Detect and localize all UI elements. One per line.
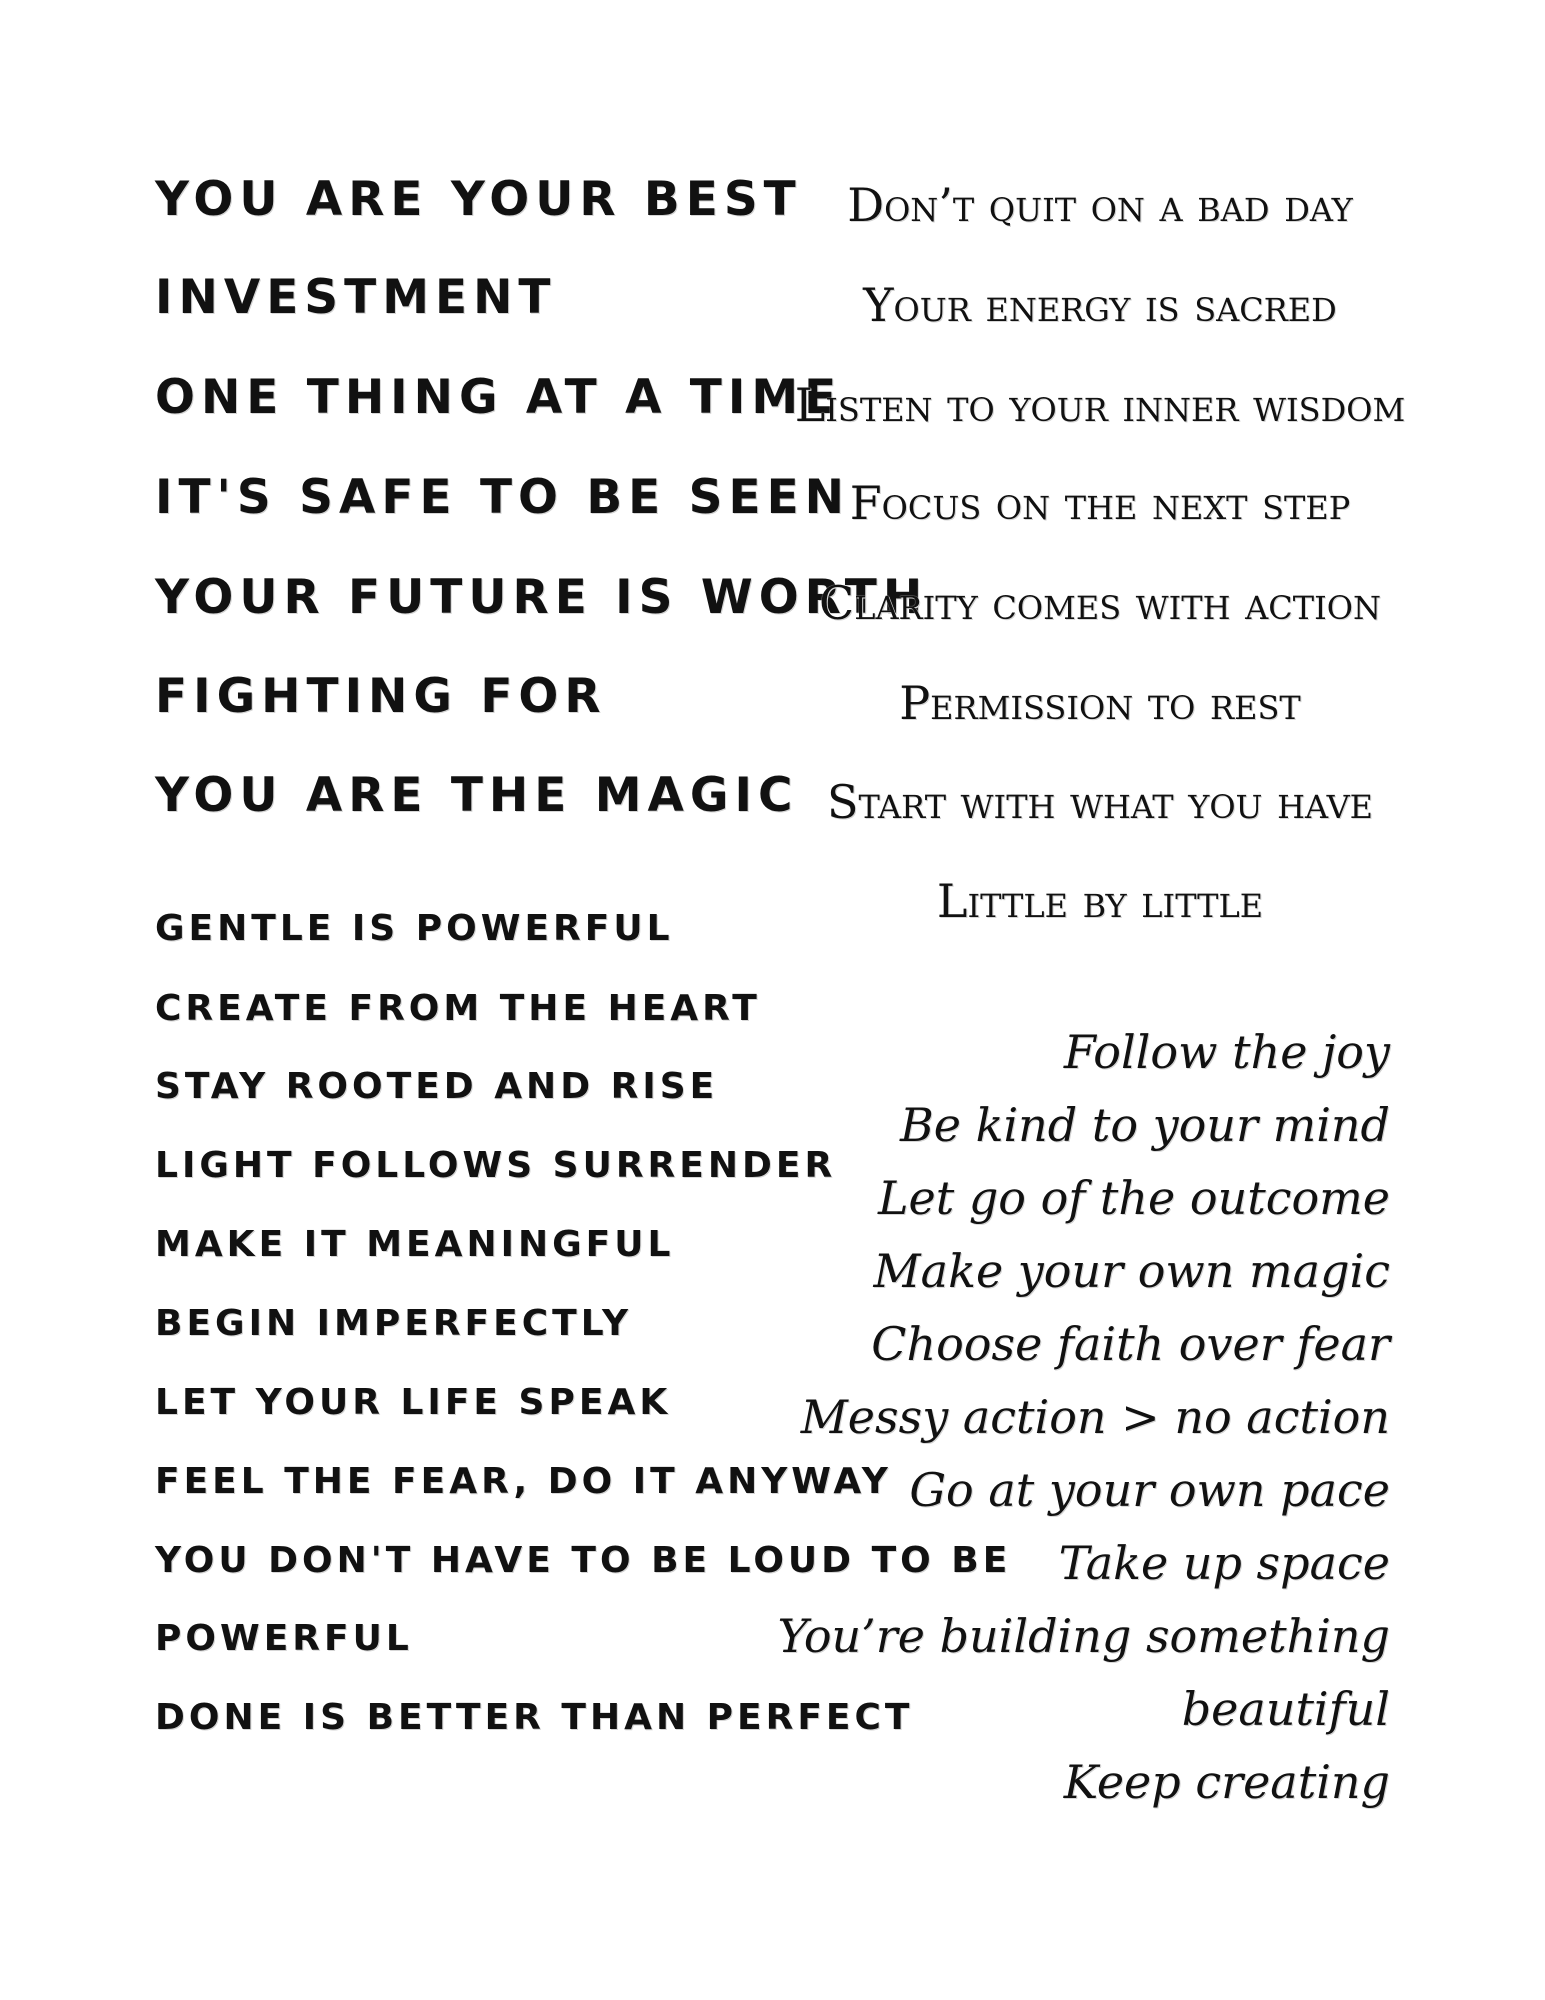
right-script-quote: Choose faith over fear: [871, 1317, 1390, 1371]
right-serif-quote: Permission to rest: [899, 676, 1301, 730]
right-script-quote: Be kind to your mind: [899, 1098, 1390, 1152]
right-script-quote: Messy action > no action: [800, 1390, 1390, 1444]
left-large-quote: INVESTMENT: [155, 270, 557, 325]
right-script-quote: beautiful: [1181, 1682, 1390, 1736]
left-small-quote: BEGIN IMPERFECTLY: [155, 1303, 633, 1344]
right-serif-quote: Little by little: [936, 874, 1264, 928]
right-script-quote: You’re building something: [777, 1609, 1390, 1663]
left-small-quote: FEEL THE FEAR, DO IT ANYWAY: [155, 1461, 892, 1502]
right-script-quote: Make your own magic: [873, 1244, 1390, 1298]
right-serif-quote: Focus on the next step: [849, 476, 1351, 530]
right-script-quote: Keep creating: [1063, 1755, 1390, 1809]
right-serif-quote: Listen to your inner wisdom: [794, 378, 1406, 432]
left-large-quote: ONE THING AT A TIME: [155, 370, 843, 425]
left-small-quote: MAKE IT MEANINGFUL: [155, 1224, 675, 1265]
left-large-quote: YOU ARE YOUR BEST: [155, 172, 802, 227]
left-large-quote: IT'S SAFE TO BE SEEN: [155, 470, 851, 525]
left-large-quote: YOU ARE THE MAGIC: [155, 768, 799, 823]
right-serif-quote: Don’t quit on a bad day: [847, 178, 1353, 232]
right-serif-quote: Start with what you have: [826, 775, 1374, 829]
left-small-quote: GENTLE IS POWERFUL: [155, 908, 674, 949]
right-script-quote: Follow the joy: [1063, 1025, 1390, 1079]
left-small-quote: CREATE FROM THE HEART: [155, 988, 761, 1029]
right-script-quote: Let go of the outcome: [877, 1171, 1390, 1225]
left-small-quote: LET YOUR LIFE SPEAK: [155, 1382, 672, 1423]
left-large-quote: FIGHTING FOR: [155, 669, 607, 724]
left-small-quote: DONE IS BETTER THAN PERFECT: [155, 1697, 914, 1738]
right-script-quote: Take up space: [1058, 1536, 1390, 1590]
left-small-quote: YOU DON'T HAVE TO BE LOUD TO BE: [155, 1540, 1012, 1581]
right-script-quote: Go at your own pace: [909, 1463, 1390, 1517]
left-small-quote: LIGHT FOLLOWS SURRENDER: [155, 1145, 837, 1186]
right-serif-quote: Clarity comes with action: [819, 576, 1381, 630]
left-small-quote: STAY ROOTED AND RISE: [155, 1066, 719, 1107]
left-large-quote: YOUR FUTURE IS WORTH: [155, 570, 929, 625]
right-serif-quote: Your energy is sacred: [863, 278, 1337, 332]
left-small-quote: POWERFUL: [155, 1618, 413, 1659]
